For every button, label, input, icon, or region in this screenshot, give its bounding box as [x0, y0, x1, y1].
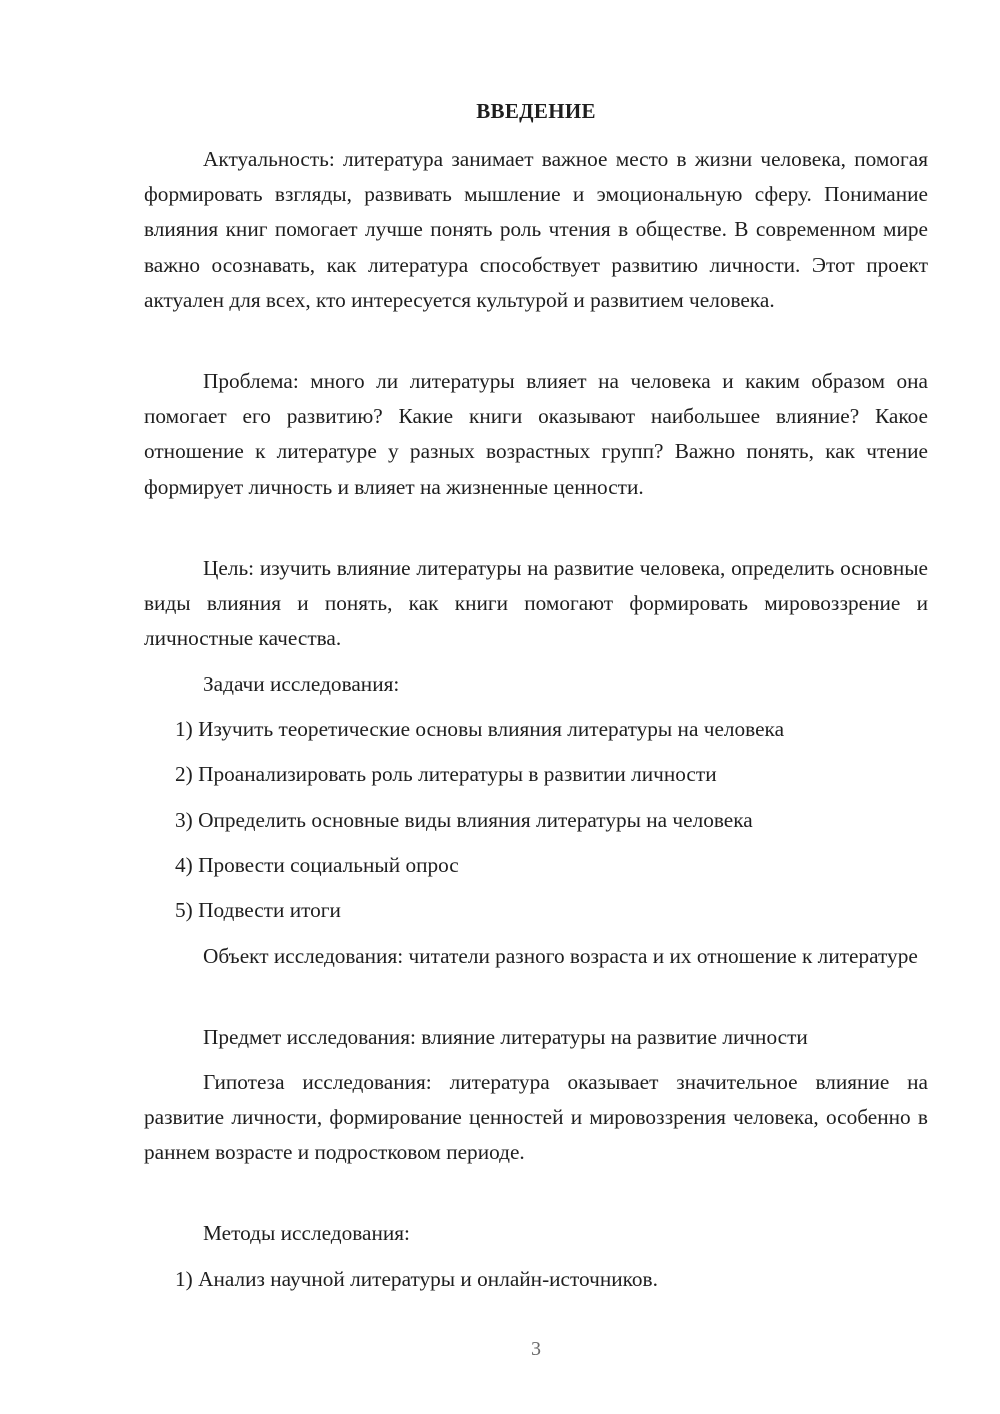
hypothesis-paragraph: Гипотеза исследования: литература оказывает значительное влияние на развитие личности, формирование ценностей и мировоззрения человека, особенно в раннем возрасте и подростковом периоде.: [144, 1070, 928, 1165]
section-title: ВВЕДЕНИЕ: [476, 99, 596, 123]
task-item: 4) Провести социальный опрос: [175, 853, 459, 877]
method-item: 1) Анализ научной литературы и онлайн-источников.: [175, 1267, 658, 1291]
task-item: 3) Определить основные виды влияния литературы на человека: [175, 808, 753, 832]
problem-paragraph: Проблема: много ли литературы влияет на человека и каким образом она помогает его развитию? Какие книги оказывают наибольшее влияние? Какое отношение к литературе у разных возрастных групп? Важно понять, как чтение формирует личность и влияет на жизненные ценности.: [144, 369, 928, 499]
page-number: 3: [531, 1338, 541, 1360]
tasks-heading: Задачи исследования:: [203, 672, 400, 696]
object-paragraph: Объект исследования: читатели разного возраста и их отношение к литературе: [203, 944, 918, 968]
goal-paragraph: Цель: изучить влияние литературы на развитие человека, определить основные виды влияния и понять, как книги помогают формировать мировоззрение и личностные качества.: [144, 556, 928, 651]
relevance-paragraph: Актуальность: литература занимает важное место в жизни человека, помогая формировать взгляды, развивать мышление и эмоциональную сферу. Понимание влияния книг помогает лучше понять роль чтения в обществе. В современном мире важно осознавать, как литература способствует развитию личности. Этот проект актуален для всех, кто интересуется культурой и развитием человека.: [144, 147, 928, 312]
subject-paragraph: Предмет исследования: влияние литературы на развитие личности: [203, 1025, 808, 1049]
task-item: 5) Подвести итоги: [175, 898, 341, 922]
methods-heading: Методы исследования:: [203, 1221, 410, 1245]
task-item: 2) Проанализировать роль литературы в развитии личности: [175, 762, 717, 786]
task-item: 1) Изучить теоретические основы влияния литературы на человека: [175, 717, 785, 741]
